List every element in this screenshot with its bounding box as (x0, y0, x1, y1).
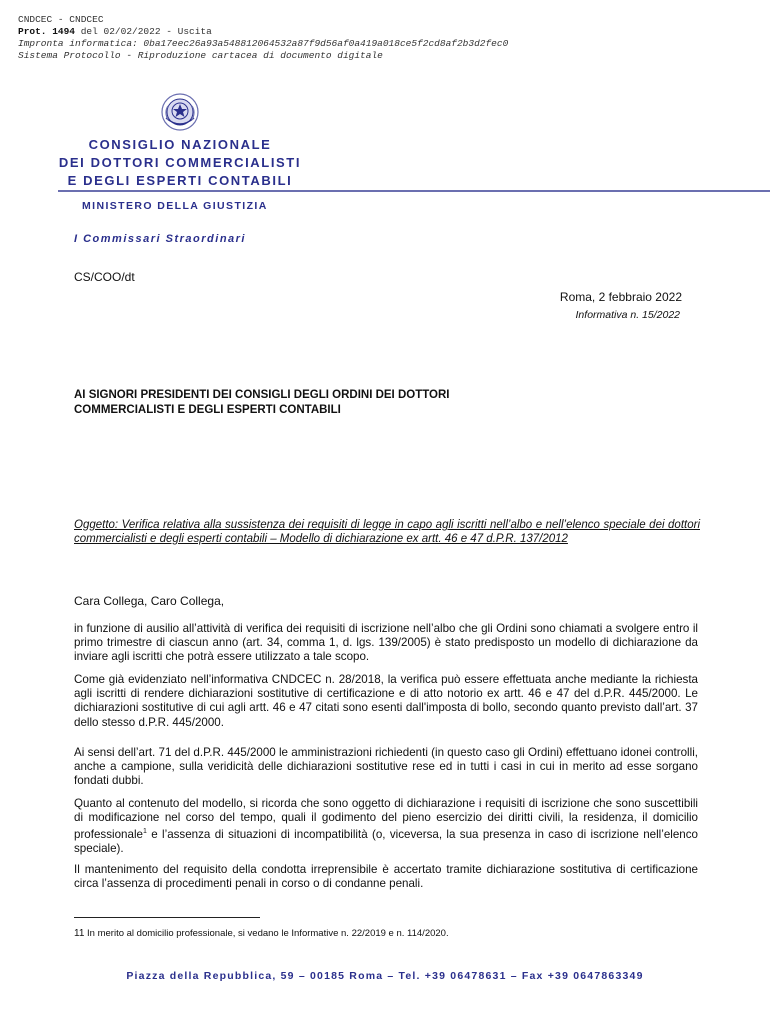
protocol-number: Prot. 1494 (18, 26, 76, 37)
paragraph-3: Ai sensi dell’art. 71 del d.P.R. 445/2000 le amministrazioni richiedenti (in questo caso gli Ordini) effettuano idonei controlli, anche a campione, sulla veridicità delle dichiarazioni sostitutive rese ed in tutti i casi in cui in merito ad esse sorgano fondati dubbi. (74, 746, 698, 788)
org-name-line-1: CONSIGLIO NAZIONALE (88, 137, 272, 152)
paragraph-1: in funzione di ausilio all’attività di verifica dei requisiti di iscrizione nell’albo che gli Ordini sono chiamati a svolgere entro il primo trimestre di ciascun anno (art. 34, comma 1, d. lgs. 139/2005) è stato predisposto un modello di dichiarazione da inviare agli iscritti che potrà essere utilizzato a tale scopo. (74, 622, 698, 664)
header-divider (58, 190, 770, 192)
org-name-line-2: DEI DOTTORI COMMERCIALISTI (58, 155, 302, 170)
protocol-line-3 (18, 38, 508, 50)
footnote-divider (74, 917, 260, 918)
footnote (74, 928, 449, 939)
letter-date: Roma, 2 febbraio 2022 (559, 290, 682, 304)
protocol-date: del 02/02/2022 - Uscita (75, 26, 212, 37)
paragraph-5: Il mantenimento del requisito della condotta irreprensibile è accertato tramite dichiarazione sostitutiva di certificazione circa l’assenza di procedimenti penali in corso o di condanne penali. (74, 863, 698, 891)
protocol-system: Sistema Protocollo - Riproduzione cartacea di documento digitale (18, 50, 383, 61)
org-name-line-3: E DEGLI ESPERTI CONTABILI (67, 173, 293, 188)
footnote-text: In merito al domicilio professionale, si vedano le Informative n. 22/2019 e n. 114/2020. (84, 928, 449, 939)
informativa-number: Informativa n. 15/2022 (575, 309, 680, 321)
protocol-line-1: CNDCEC - CNDCEC (18, 14, 104, 25)
salutation: Cara Collega, Caro Collega, (74, 594, 225, 608)
reference-code: CS/COO/dt (74, 270, 135, 284)
paragraph-4 (74, 797, 698, 857)
commissari-label: I Commissari Straordinari (74, 233, 246, 245)
paragraph-2: Come già evidenziato nell’informativa CNDCEC n. 28/2018, la verifica può essere effettuata anche mediante la richiesta agli iscritti di rendere dichiarazioni sostitutive di certificazione e di atto notorio ex artt. 46 e 47 del d.P.R. 445/2000. Le dichiarazioni sostitutive di cui agli artt. 46 e 47 citati sono esenti dall'imposta di bollo, secondo quanto previsto dall’art. 37 dello stesso d.P.R. 445/2000. (74, 673, 698, 729)
recipients: AI SIGNORI PRESIDENTI DEI CONSIGLI DEGLI ORDINI DEI DOTTORI COMMERCIALISTI E DEGLI ESPERTI CONTABILI (74, 389, 450, 416)
ministry-label: MINISTERO DELLA GIUSTIZIA (82, 200, 268, 212)
protocol-line-2 (18, 26, 212, 38)
subject: Oggetto: Verifica relativa alla sussistenza dei requisiti di legge in capo agli iscritti nell’albo e nell’elenco speciale dei dottori commercialisti e degli esperti contabili – Modello di dichiarazione ex artt. 46 e 47 d.P.R. 137/2012 (74, 519, 700, 545)
protocol-hash: Impronta informatica: 0ba17eec26a93a548812064532a87f9d56af0a419a018ce5f2cd8af2b3d2fec0 (18, 38, 509, 49)
footer-address: Piazza della Repubblica, 59 – 00185 Roma – Tel. +39 06478631 – Fax +39 0647863349 (126, 970, 644, 982)
paragraph-4-text-a: Quanto al contenuto del modello, si ricorda che sono oggetto di dichiarazione i requisiti di iscrizione che sono suscettibili di modificazione nel corso del tempo, quali il godimento del pieno esercizio dei diritti civili, la residenza, il domicilio professionale (74, 797, 698, 842)
paragraph-4-text-b: e l’assenza di situazioni di incompatibilità (o, viceversa, la sua presenza in caso di iscrizione nell’elenco speciale). (74, 828, 698, 856)
protocol-line-4 (18, 50, 383, 62)
italian-emblem-icon (160, 92, 200, 132)
footnote-number: 11 (74, 928, 85, 939)
footnote-ref: 1 (142, 828, 147, 836)
